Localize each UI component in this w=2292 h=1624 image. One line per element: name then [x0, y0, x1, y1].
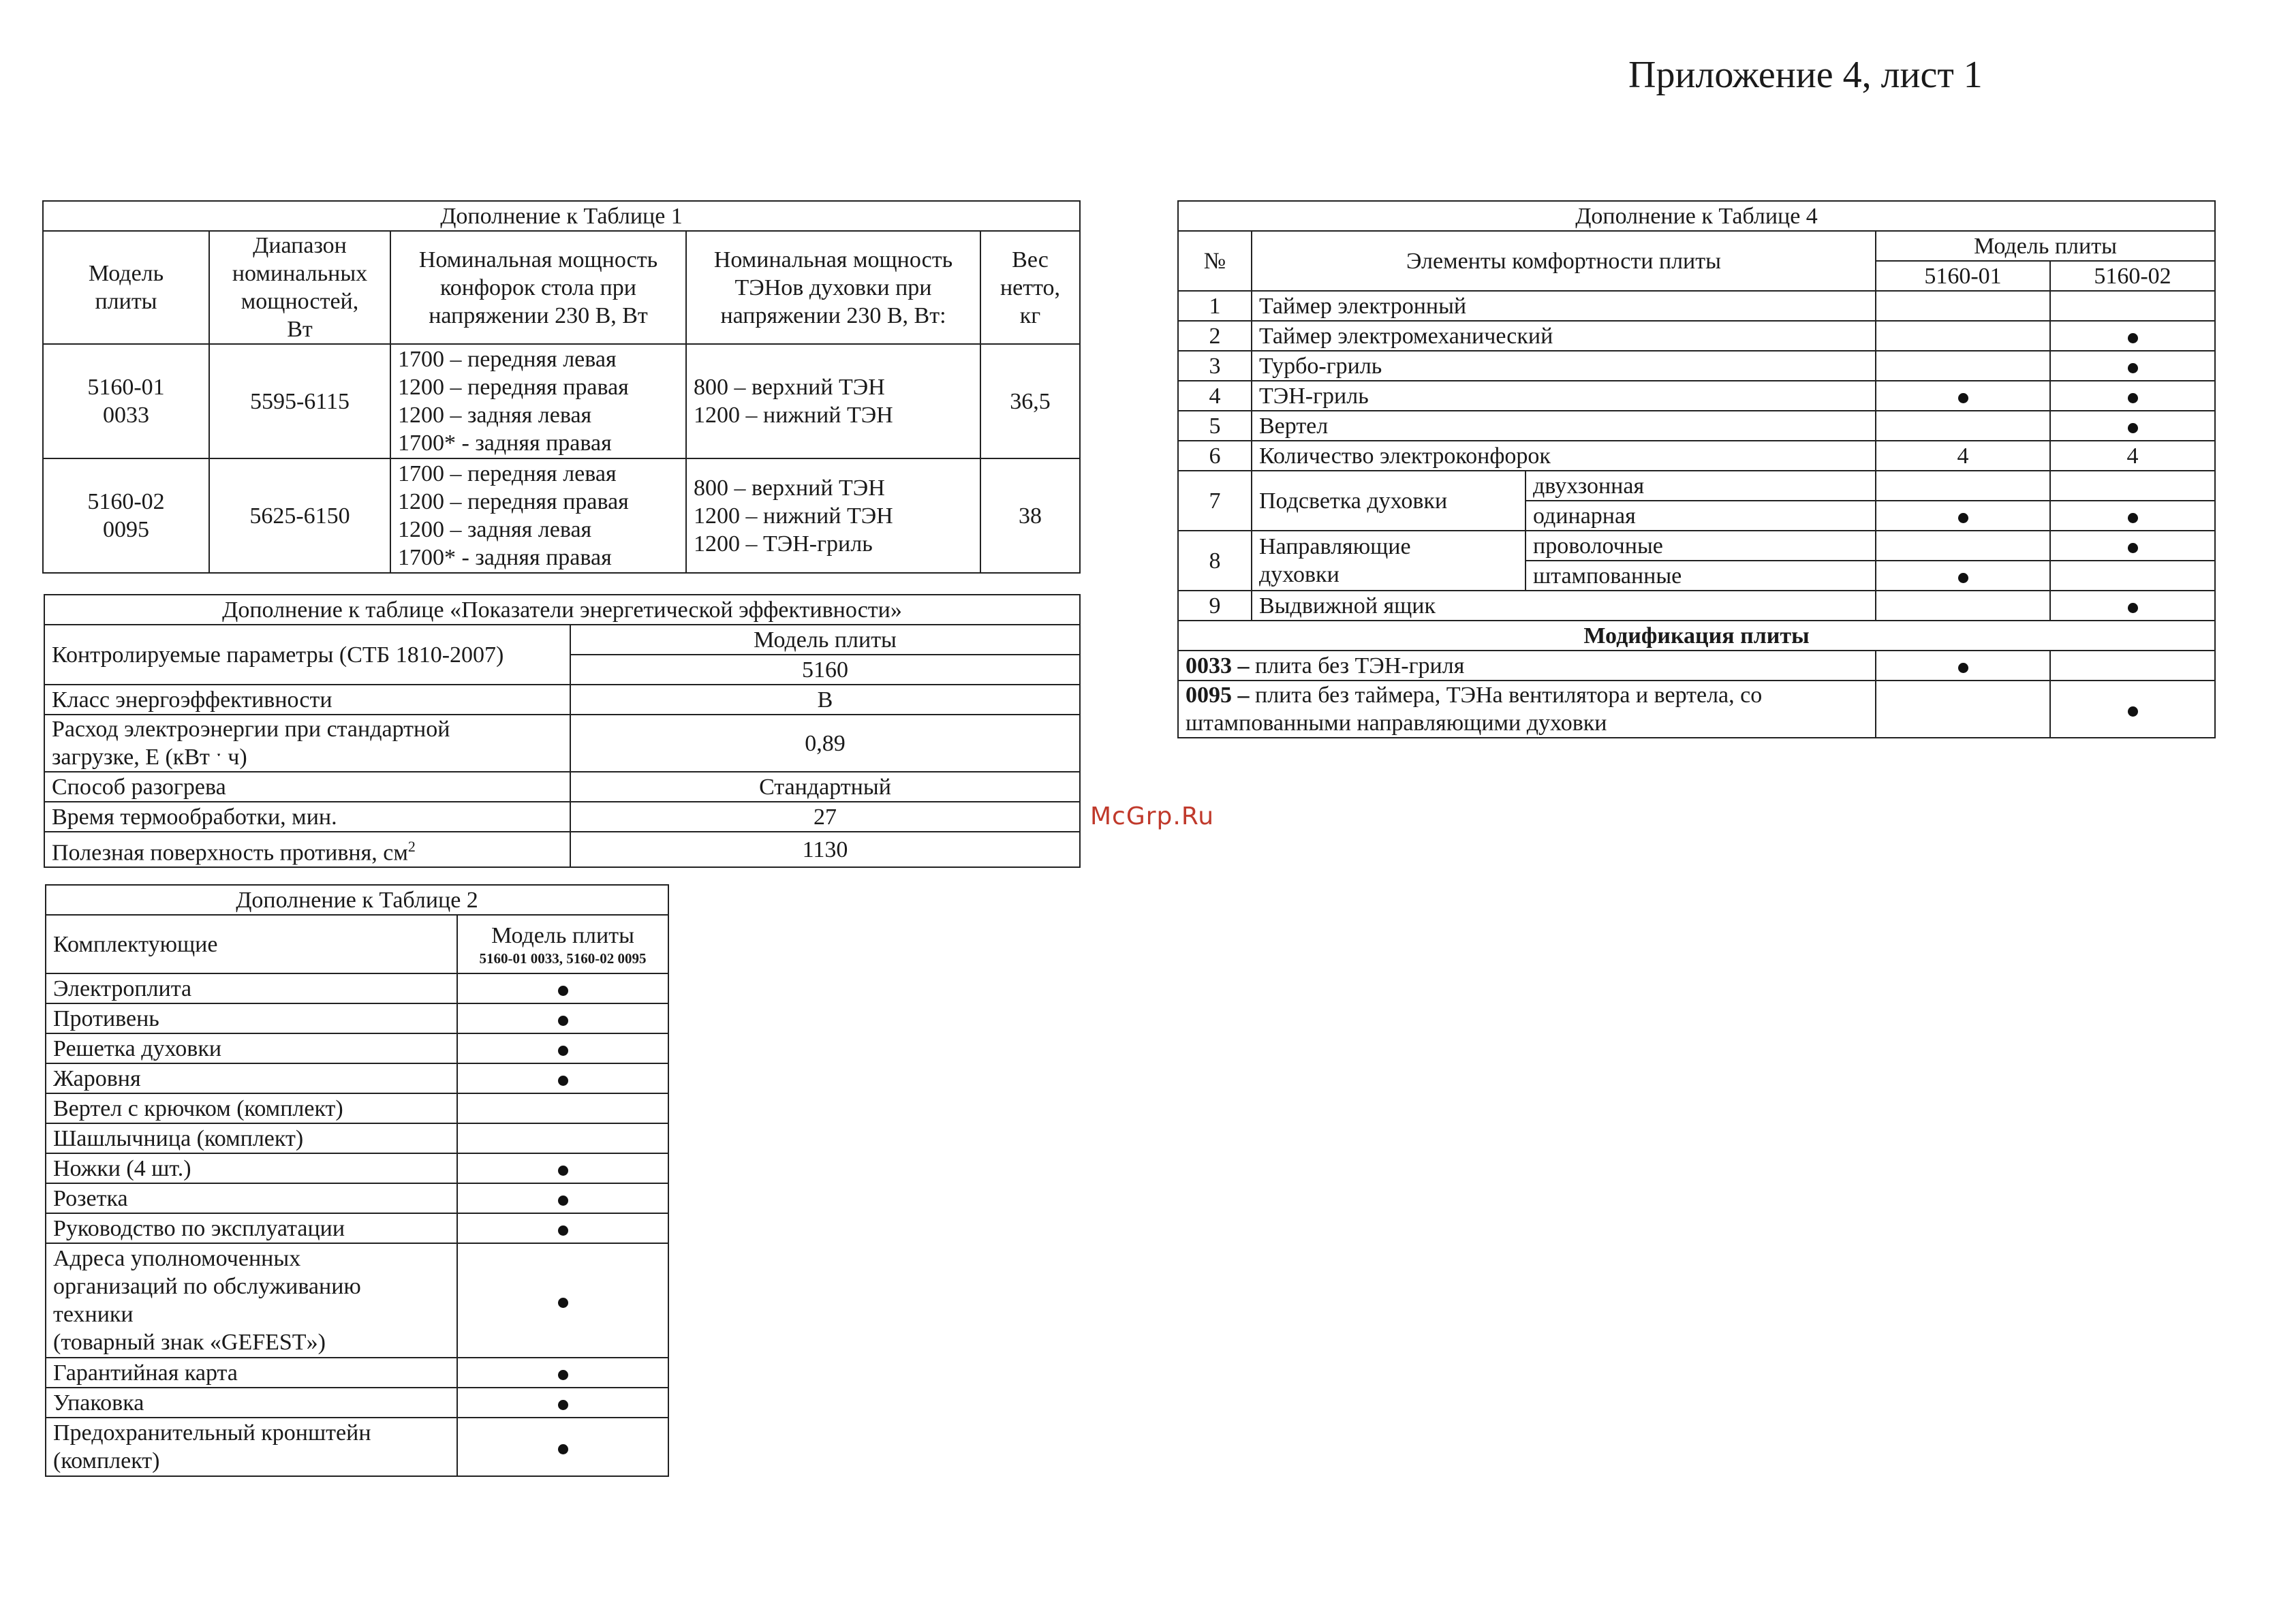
comfort-rows-grouped [1178, 471, 2215, 738]
bullet-mark [2128, 706, 2138, 717]
mark-cell: 4 [1876, 441, 2050, 471]
row-label: Класс энергоэффективности [44, 685, 570, 715]
mark-cell [457, 1243, 668, 1358]
surface-label: Полезная поверхность противня, см [52, 840, 408, 866]
model-number: 5160 [570, 655, 1080, 685]
mark-cell [2050, 501, 2215, 531]
modification-text: плита без ТЭН-гриля [1249, 653, 1465, 678]
component-label: Предохранительный кронштейн (комплект) [46, 1418, 457, 1476]
table-row [1178, 681, 2215, 738]
table-row [46, 1153, 668, 1183]
table-row [46, 1243, 668, 1358]
bullet-mark [1958, 663, 1968, 673]
mark-cell [1876, 471, 2050, 501]
col-header-model: Модель плиты [570, 625, 1080, 655]
table-row [44, 772, 1080, 802]
mark-cell: 4 [2050, 441, 2215, 471]
mark-cell [1876, 321, 2050, 351]
row-label: Таймер электронный [1252, 291, 1876, 321]
cell-oven: 800 – верхний ТЭН 1200 – нижний ТЭН 1200 – ТЭН-гриль [686, 458, 980, 573]
table-row [1178, 291, 2215, 321]
mark-cell [457, 1003, 668, 1033]
row-label [44, 832, 570, 867]
col-header-model: Модель плиты [43, 231, 209, 344]
col-header-components: Комплектующие [46, 915, 457, 973]
row-number: 4 [1178, 381, 1252, 411]
modification-text: плита без таймера, ТЭНа вентилятора и вертела, со штампованными направляющими духовки [1186, 683, 1763, 736]
mark-cell [2050, 561, 2215, 591]
mark-cell [2050, 591, 2215, 621]
mark-cell [457, 1123, 668, 1153]
table-row [46, 1123, 668, 1153]
table-row [46, 1388, 668, 1418]
col-header-oven-power: Номинальная мощность ТЭНов духовки при напряжении 230 В, Вт: [686, 231, 980, 344]
table-caption: Дополнение к Таблице 1 [43, 201, 1080, 231]
table-row [44, 685, 1080, 715]
mark-cell [457, 1093, 668, 1123]
mark-cell [457, 1153, 668, 1183]
col-header-range: Диапазон номинальных мощностей, Вт [209, 231, 390, 344]
bullet-mark [558, 1298, 568, 1308]
page-reference: Приложение 4, лист 1 [1628, 54, 1983, 96]
table-row [1178, 531, 2215, 561]
row-number: 6 [1178, 441, 1252, 471]
bullet-mark [2128, 543, 2138, 553]
bullet-mark [1958, 573, 1968, 583]
table-row [44, 802, 1080, 832]
table-row [46, 1003, 668, 1033]
table-row [46, 1213, 668, 1243]
bullet-mark [2128, 363, 2138, 373]
mark-cell [457, 1033, 668, 1063]
table-row [46, 1093, 668, 1123]
bullet-mark [1958, 393, 1968, 403]
mark-cell [2050, 471, 2215, 501]
row-label: Количество электроконфорок [1252, 441, 1876, 471]
bullet-mark [558, 1225, 568, 1236]
component-label: Упаковка [46, 1388, 457, 1418]
table-row [43, 344, 1080, 458]
table-1-supplement [42, 200, 1081, 574]
mark-cell [457, 1388, 668, 1418]
mark-cell [457, 1183, 668, 1213]
table-row [46, 1358, 668, 1388]
surface-unit-sup: 2 [407, 838, 416, 855]
component-label: Руководство по эксплуатации [46, 1213, 457, 1243]
bullet-mark [558, 1076, 568, 1086]
row-number: 1 [1178, 291, 1252, 321]
row-label: Таймер электромеханический [1252, 321, 1876, 351]
mark-cell [1876, 351, 2050, 381]
mark-cell [1876, 501, 2050, 531]
bullet-mark [2128, 393, 2138, 403]
model-header-sub: 5160-01 0033, 5160-02 0095 [479, 950, 647, 967]
row-number: 3 [1178, 351, 1252, 381]
col-header-elements: Элементы комфортности плиты [1252, 231, 1876, 291]
table-row [46, 1033, 668, 1063]
component-label: Противень [46, 1003, 457, 1033]
table-4-supplement [1177, 200, 2216, 738]
mark-cell [1876, 651, 2050, 681]
energy-efficiency-table [44, 594, 1081, 868]
bullet-mark [558, 1370, 568, 1380]
cell-weight: 38 [980, 458, 1080, 573]
mark-cell [457, 1358, 668, 1388]
modification-label [1178, 681, 1876, 738]
table-row [1178, 591, 2215, 621]
component-label: Шашлычница (комплект) [46, 1123, 457, 1153]
row-number: 2 [1178, 321, 1252, 351]
col-header-model: Модель плиты [1876, 231, 2215, 261]
component-label: Электроплита [46, 973, 457, 1003]
bullet-mark [558, 1046, 568, 1056]
table-row [1178, 321, 2215, 351]
component-label: Решетка духовки [46, 1033, 457, 1063]
bullet-mark [558, 1166, 568, 1176]
row-number: 5 [1178, 411, 1252, 441]
row-label: Вертел [1252, 411, 1876, 441]
component-label: Гарантийная карта [46, 1358, 457, 1388]
bullet-mark [2128, 423, 2138, 433]
sub-label: двухзонная [1526, 471, 1876, 501]
mark-cell [457, 1063, 668, 1093]
mark-cell [2050, 321, 2215, 351]
modification-label [1178, 651, 1876, 681]
row-value: B [570, 685, 1080, 715]
bullet-mark [558, 1444, 568, 1454]
cell-model: 5160-02 0095 [43, 458, 209, 573]
mark-cell [2050, 381, 2215, 411]
mark-cell [1876, 291, 2050, 321]
table-caption: Дополнение к таблице «Показатели энергетической эффективности» [44, 595, 1080, 625]
mark-cell [2050, 351, 2215, 381]
row-label: Способ разогрева [44, 772, 570, 802]
table-row [1178, 411, 2215, 441]
col-header-weight: Вес нетто, кг [980, 231, 1080, 344]
table-row [44, 832, 1080, 867]
col-header-model-1: 5160-01 [1876, 261, 2050, 291]
sub-label: одинарная [1526, 501, 1876, 531]
mark-cell [2050, 681, 2215, 738]
row-value: Стандартный [570, 772, 1080, 802]
row-number: 8 [1178, 531, 1252, 591]
comfort-rows [1178, 291, 2215, 471]
cell-model: 5160-01 0033 [43, 344, 209, 458]
col-header-number: № [1178, 231, 1252, 291]
component-label: Вертел с крючком (комплект) [46, 1093, 457, 1123]
bullet-mark [2128, 513, 2138, 523]
table-2-supplement [45, 884, 669, 1477]
cell-range: 5595-6115 [209, 344, 390, 458]
table-caption: Дополнение к Таблице 2 [46, 885, 668, 915]
row-number: 9 [1178, 591, 1252, 621]
mark-cell [1876, 591, 2050, 621]
table-row [1178, 351, 2215, 381]
table-row [46, 973, 668, 1003]
component-label: Адреса уполномоченных организаций по обслуживанию техники (товарный знак «GEFEST») [46, 1243, 457, 1358]
bullet-mark [2128, 603, 2138, 613]
row-label: Время термообработки, мин. [44, 802, 570, 832]
table-row [1178, 651, 2215, 681]
mark-cell [1876, 411, 2050, 441]
table-row [46, 1418, 668, 1476]
bullet-mark [558, 1196, 568, 1206]
mark-cell [1876, 531, 2050, 561]
row-label: Подсветка духовки [1252, 471, 1526, 531]
watermark: McGrp.Ru [1090, 802, 1215, 830]
mark-cell [2050, 291, 2215, 321]
mark-cell [1876, 681, 2050, 738]
mark-cell [2050, 531, 2215, 561]
mark-cell [1876, 381, 2050, 411]
table-row [46, 1063, 668, 1093]
row-label: Расход электроэнергии при стандартной загрузке, Е (кВт ˑ ч) [44, 715, 570, 772]
mark-cell [457, 973, 668, 1003]
mark-cell [2050, 651, 2215, 681]
row-number: 7 [1178, 471, 1252, 531]
component-label: Жаровня [46, 1063, 457, 1093]
col-header-params: Контролируемые параметры (СТБ 1810-2007) [44, 625, 570, 685]
row-value: 0,89 [570, 715, 1080, 772]
component-label: Ножки (4 шт.) [46, 1153, 457, 1183]
modification-code: 0095 – [1186, 683, 1250, 708]
table-row [1178, 441, 2215, 471]
table-row [1178, 471, 2215, 501]
component-label: Розетка [46, 1183, 457, 1213]
mark-cell [457, 1418, 668, 1476]
cell-hob: 1700 – передняя левая 1200 – передняя правая 1200 – задняя левая 1700* - задняя правая [390, 458, 686, 573]
cell-range: 5625-6150 [209, 458, 390, 573]
bullet-mark [1958, 513, 1968, 523]
bullet-mark [2128, 333, 2138, 343]
cell-oven: 800 – верхний ТЭН 1200 – нижний ТЭН [686, 344, 980, 458]
cell-weight: 36,5 [980, 344, 1080, 458]
components-list [46, 973, 668, 1476]
modification-header: Модификация плиты [1178, 621, 2215, 651]
bullet-mark [558, 986, 568, 996]
bullet-mark [558, 1016, 568, 1026]
row-value: 1130 [570, 832, 1080, 867]
mark-cell [2050, 411, 2215, 441]
table-row [46, 1183, 668, 1213]
table-row [43, 458, 1080, 573]
table-caption: Дополнение к Таблице 4 [1178, 201, 2215, 231]
col-header-model-2: 5160-02 [2050, 261, 2215, 291]
modification-code: 0033 – [1186, 653, 1250, 678]
row-label: Турбо-гриль [1252, 351, 1876, 381]
table-row [1178, 381, 2215, 411]
cell-hob: 1700 – передняя левая 1200 – передняя правая 1200 – задняя левая 1700* - задняя правая [390, 344, 686, 458]
table-row [44, 715, 1080, 772]
sub-label: штампованные [1526, 561, 1876, 591]
row-label: ТЭН-гриль [1252, 381, 1876, 411]
col-header-hob-power: Номинальная мощность конфорок стола при напряжении 230 В, Вт [390, 231, 686, 344]
mark-cell [1876, 561, 2050, 591]
model-header-label: Модель плиты [491, 922, 634, 948]
mark-cell [457, 1213, 668, 1243]
row-value: 27 [570, 802, 1080, 832]
row-label: Выдвижной ящик [1252, 591, 1876, 621]
sub-label: проволочные [1526, 531, 1876, 561]
bullet-mark [558, 1400, 568, 1410]
col-header-model [457, 915, 668, 973]
row-label: Направляющие духовки [1252, 531, 1526, 591]
